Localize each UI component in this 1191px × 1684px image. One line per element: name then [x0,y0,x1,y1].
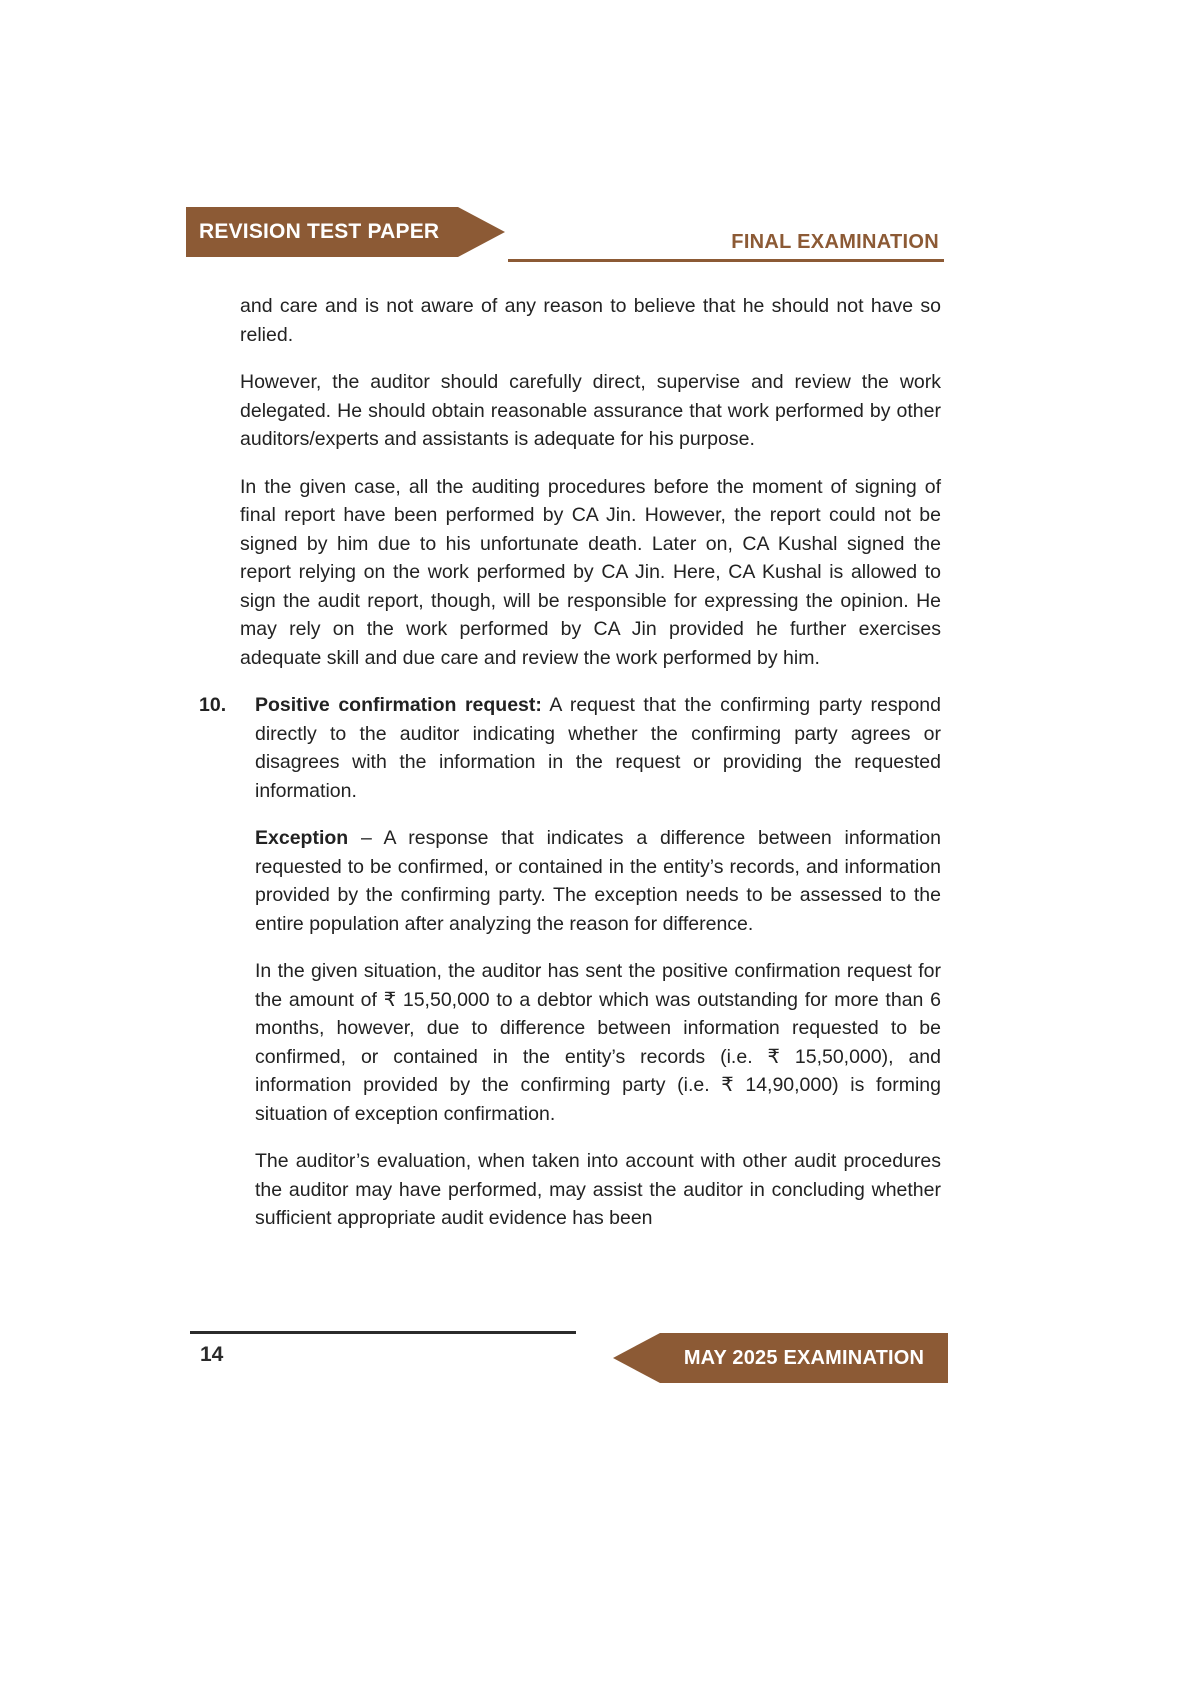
header-exam-label: FINAL EXAMINATION [731,231,939,253]
paragraph-evaluation: The auditor’s evaluation, when taken into account with other audit procedures the auditor may have performed, may assist the auditor in concluding whether sufficient appropriate audit evidence has been [255,1150,941,1229]
header-rule [508,259,944,262]
list-item-number: 10. [199,694,227,716]
paragraph-lead-bold: Positive confirmation request: [255,694,542,716]
exception-rest: – A response that indicates a difference between information requested to be confirmed, or contained in the entity’s records, and information provided by the confirming party. The exception needs to be assessed to the entire population after analyzing the reason for difference. [255,827,941,935]
header-banner [186,207,458,257]
paragraph-situation: In the given situation, the auditor has sent the positive confirmation request for the amount of ₹ 15,50,000 to a debtor which was outstanding for more than 6 months, however, due to difference between information requested to be confirmed, or contained in the entity’s records (i.e. ₹ 15,50,000), and information provided by the confirming party (i.e. ₹ 14,90,000) is forming situation of exception confirmation. [255,960,941,1125]
paragraph-lead-rest: A request that the confirming party respond directly to the auditor indicating whether the confirming party agrees or disagrees with the information in the request or providing the requested information. [255,694,941,802]
list-item-10 [199,691,941,1252]
list-item-body [255,691,941,1252]
footer-banner [660,1333,948,1383]
footer-banner-label: MAY 2025 EXAMINATION [683,1346,925,1369]
page-number: 14 [200,1343,224,1366]
footer-rule [190,1331,576,1334]
paragraph-given-case: In the given case, all the auditing procedures before the moment of signing of final report have been performed by CA Jin. However, the report could not be signed by him due to his unfortunate death. Later on, CA Kushal signed the report relying on the work performed by CA Jin. Here, CA Kushal is allowed to sign the audit report, though, will be responsible for expressing the opinion. He may rely on the work performed by CA Jin provided he further exercises adequate skill and due care and review the work performed by him. [240,475,941,669]
paragraph-however: However, the auditor should carefully direct, supervise and review the work delegated. He should obtain reasonable assurance that work performed by other auditors/experts and assistants is adequate for his purpose. [240,371,941,450]
banner-arrow-left-icon [613,1333,660,1383]
header-banner-label: REVISION TEST PAPER [199,220,440,243]
paragraph-exception [255,824,941,938]
paragraph-positive-confirmation [255,691,941,805]
paragraph-care: and care and is not aware of any reason to believe that he should not have so relied. [240,295,941,346]
document-body [199,292,941,1252]
banner-arrow-right-icon [458,207,505,257]
exception-bold: Exception [255,827,349,849]
